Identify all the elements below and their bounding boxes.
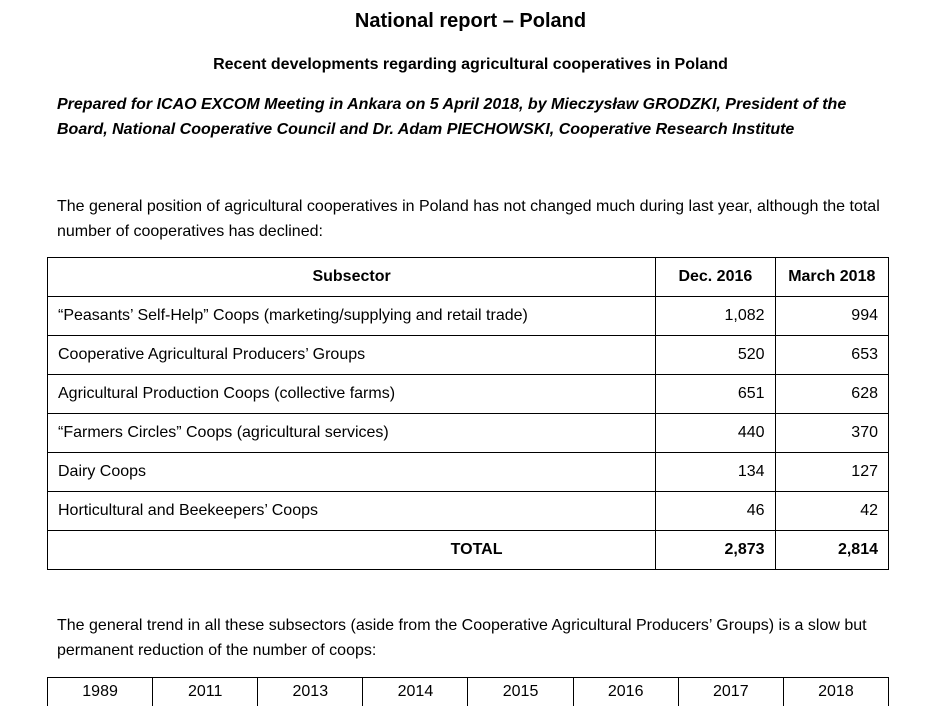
value-march-2018: 994 [775,297,888,336]
total-row [48,531,889,570]
value-dec-2016: 1,082 [656,297,775,336]
value-dec-2016: 651 [656,375,775,414]
value-march-2018: 370 [775,414,888,453]
value-dec-2016: 520 [656,336,775,375]
table-row [48,336,889,375]
value-dec-2016: 134 [656,453,775,492]
year-header: 2014 [363,678,468,706]
row-label: Cooperative Agricultural Producers’ Groups [48,336,656,375]
row-label: Horticultural and Beekeepers’ Coops [48,492,656,531]
year-header: 2017 [678,678,783,706]
report-subtitle: Recent developments regarding agricultural cooperatives in Poland [0,56,941,74]
value-march-2018: 628 [775,375,888,414]
table-row [48,453,889,492]
value-march-2018: 42 [775,492,888,531]
row-label: “Farmers Circles” Coops (agricultural services) [48,414,656,453]
table-header-row [48,258,889,297]
value-dec-2016: 440 [656,414,775,453]
table-row [48,375,889,414]
table-row [48,492,889,531]
prepared-by-note: Prepared for ICAO EXCOM Meeting in Ankara on 5 April 2018, by Mieczysław GRODZKI, President of the Board, National Cooperative Council and Dr. Adam PIECHOWSKI, Cooperative Research Institute [57,92,897,142]
table-row [48,414,889,453]
trend-table [47,677,889,706]
row-label: “Peasants’ Self-Help” Coops (marketing/supplying and retail trade) [48,297,656,336]
year-header: 2018 [783,678,888,706]
value-dec-2016: 46 [656,492,775,531]
report-title: National report – Poland [0,10,941,33]
header-march-2018: March 2018 [775,258,888,297]
year-header: 2016 [573,678,678,706]
row-label: Dairy Coops [48,453,656,492]
intro-paragraph: The general position of agricultural cooperatives in Poland has not changed much during last year, although the total number of cooperatives has declined: [57,194,897,244]
year-header: 2015 [468,678,573,706]
header-subsector: Subsector [48,258,656,297]
total-march-2018: 2,814 [775,531,888,570]
subsector-table [47,257,889,570]
total-label: TOTAL [48,531,656,570]
year-header-row [48,678,889,706]
trend-paragraph: The general trend in all these subsectors (aside from the Cooperative Agricultural Producers’ Groups) is a slow but permanent reduction of the number of coops: [57,613,897,663]
year-header: 1989 [48,678,153,706]
row-label: Agricultural Production Coops (collective farms) [48,375,656,414]
value-march-2018: 127 [775,453,888,492]
year-header: 2011 [153,678,258,706]
header-dec-2016: Dec. 2016 [656,258,775,297]
year-header: 2013 [258,678,363,706]
table-row [48,297,889,336]
value-march-2018: 653 [775,336,888,375]
total-dec-2016: 2,873 [656,531,775,570]
